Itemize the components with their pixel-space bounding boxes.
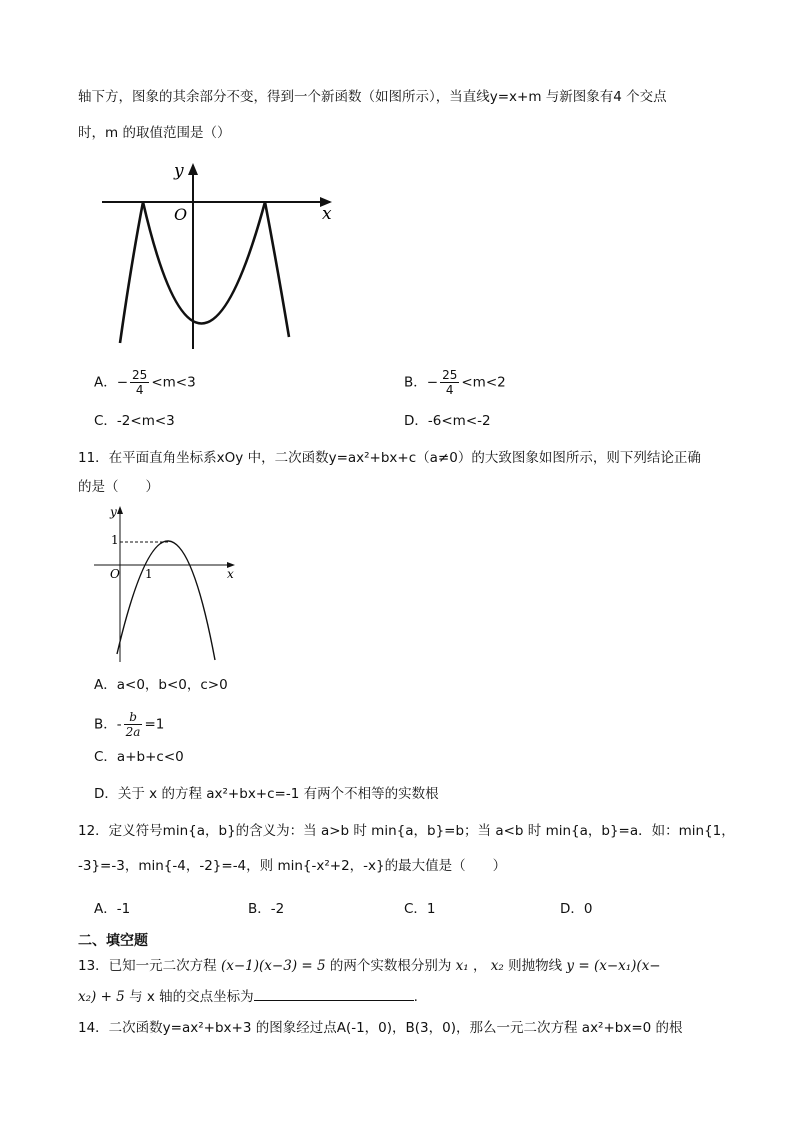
q10-text-line1: 轴下方，图象的其余部分不变，得到一个新函数（如图所示），当直线y=x+m 与新图象有4 个交点 <box>78 89 667 105</box>
q11-option-b-suffix: =1 <box>144 716 165 733</box>
q12-text-line2: -3}=-3，min{-4，-2}=-4，则 min{-x²+2，-x}的最大值是（ ） <box>78 858 507 874</box>
q11-option-a[interactable]: A．a<0，b<0，c>0 <box>94 677 228 693</box>
q12-option-d[interactable]: D．0 <box>560 901 593 917</box>
q13-root-x2: x₂ <box>490 958 504 974</box>
q11-option-b-fraction <box>124 710 143 739</box>
q11-figure <box>92 502 242 662</box>
q10-text-line2: 时，m 的取值范围是（） <box>78 125 231 141</box>
q10-option-b-suffix: <m<2 <box>461 374 506 391</box>
q12-text-line1: 12．定义符号min{a，b}的含义为：当 a>b 时 min{a，b}=b；当 a<b 时 min{a，b}=a．如：min{1， <box>78 823 735 839</box>
q11-text-line1: 11．在平面直角坐标系xOy 中，二次函数y=ax²+bx+c（a≠0）的大致图象如图所示，则下列结论正确 <box>78 450 701 466</box>
q10-option-a-prefix: A．− <box>94 374 129 391</box>
q12-option-a[interactable]: A．-1 <box>94 901 131 917</box>
q10-origin-label: O <box>174 205 188 224</box>
q11-text-line2: 的是（ ） <box>78 479 159 495</box>
q10-option-b-fraction <box>440 368 459 397</box>
q10-option-b-numerator: 25 <box>442 368 458 382</box>
q11-option-c[interactable]: C．a+b+c<0 <box>94 749 184 765</box>
q10-option-a-denominator: 4 <box>135 383 144 397</box>
q13-parabola-eq-end: x₂) + 5 <box>78 989 125 1005</box>
q13-line2-part-b: 与 x 轴的交点坐标为 <box>129 989 254 1005</box>
q13-line1-part-b: 的两个实数根分别为 <box>329 958 452 974</box>
q13-text-line2 <box>78 987 418 1006</box>
q11-option-b-numerator: b <box>124 710 143 725</box>
q13-parabola-eq-start: y = (x−x₁)(x− <box>566 958 661 974</box>
q13-line1-part-c: 则抛物线 <box>508 958 563 974</box>
q10-figure <box>94 155 340 351</box>
q13-text-line1: 13．已知一元二次方程 (x−1)(x−3) = 5 的两个实数根分别为 x₁ ， x₂ 则抛物线 y = (x−x₁)(x− <box>78 958 661 974</box>
q11-option-d[interactable]: D．关于 x 的方程 ax²+bx+c=-1 有两个不相等的实数根 <box>94 786 439 802</box>
q11-x-label: x <box>227 567 234 581</box>
q11-y-tick-1: 1 <box>111 533 119 547</box>
q10-option-b-prefix: B．− <box>404 374 439 391</box>
q11-parabola <box>117 541 215 660</box>
q10-figure-bg <box>94 155 340 351</box>
q11-option-b-denominator: 2a <box>125 725 141 739</box>
q14-text-line1: 14．二次函数y=ax²+bx+3 的图象经过点A(-1，0)，B(3，0)，那么一元二次方程 ax²+bx=0 的根 <box>78 1020 683 1036</box>
q11-option-b[interactable] <box>94 710 164 739</box>
q11-x-tick-1: 1 <box>145 567 153 581</box>
section-heading-fill-in: 二、填空题 <box>78 933 148 949</box>
q13-root-x1: x₁ <box>455 958 469 974</box>
q13-line2-end: . <box>413 989 418 1005</box>
q10-option-c[interactable]: C．-2<m<3 <box>94 413 175 429</box>
q13-answer-blank[interactable] <box>254 987 414 1001</box>
q11-y-label: y <box>110 505 117 519</box>
q10-option-a-fraction <box>130 368 149 397</box>
q13-line1-part-a: 13．已知一元二次方程 <box>78 958 217 974</box>
q10-y-label: y <box>174 161 184 181</box>
q12-option-b[interactable]: B．-2 <box>248 901 285 917</box>
q13-equation: (x−1)(x−3) = 5 <box>220 958 326 974</box>
q10-option-a-numerator: 25 <box>132 368 148 382</box>
q10-option-b-denominator: 4 <box>445 383 454 397</box>
q11-origin-label: O <box>110 567 120 581</box>
q10-x-label: x <box>322 204 332 224</box>
q11-option-b-prefix: B．- <box>94 716 122 733</box>
q11-y-arrow <box>117 506 123 514</box>
q10-option-a[interactable] <box>94 368 196 397</box>
q10-option-d[interactable]: D．-6<m<-2 <box>404 413 491 429</box>
q12-option-c[interactable]: C．1 <box>404 901 436 917</box>
q10-option-a-suffix: <m<3 <box>151 374 196 391</box>
q10-option-b[interactable] <box>404 368 506 397</box>
